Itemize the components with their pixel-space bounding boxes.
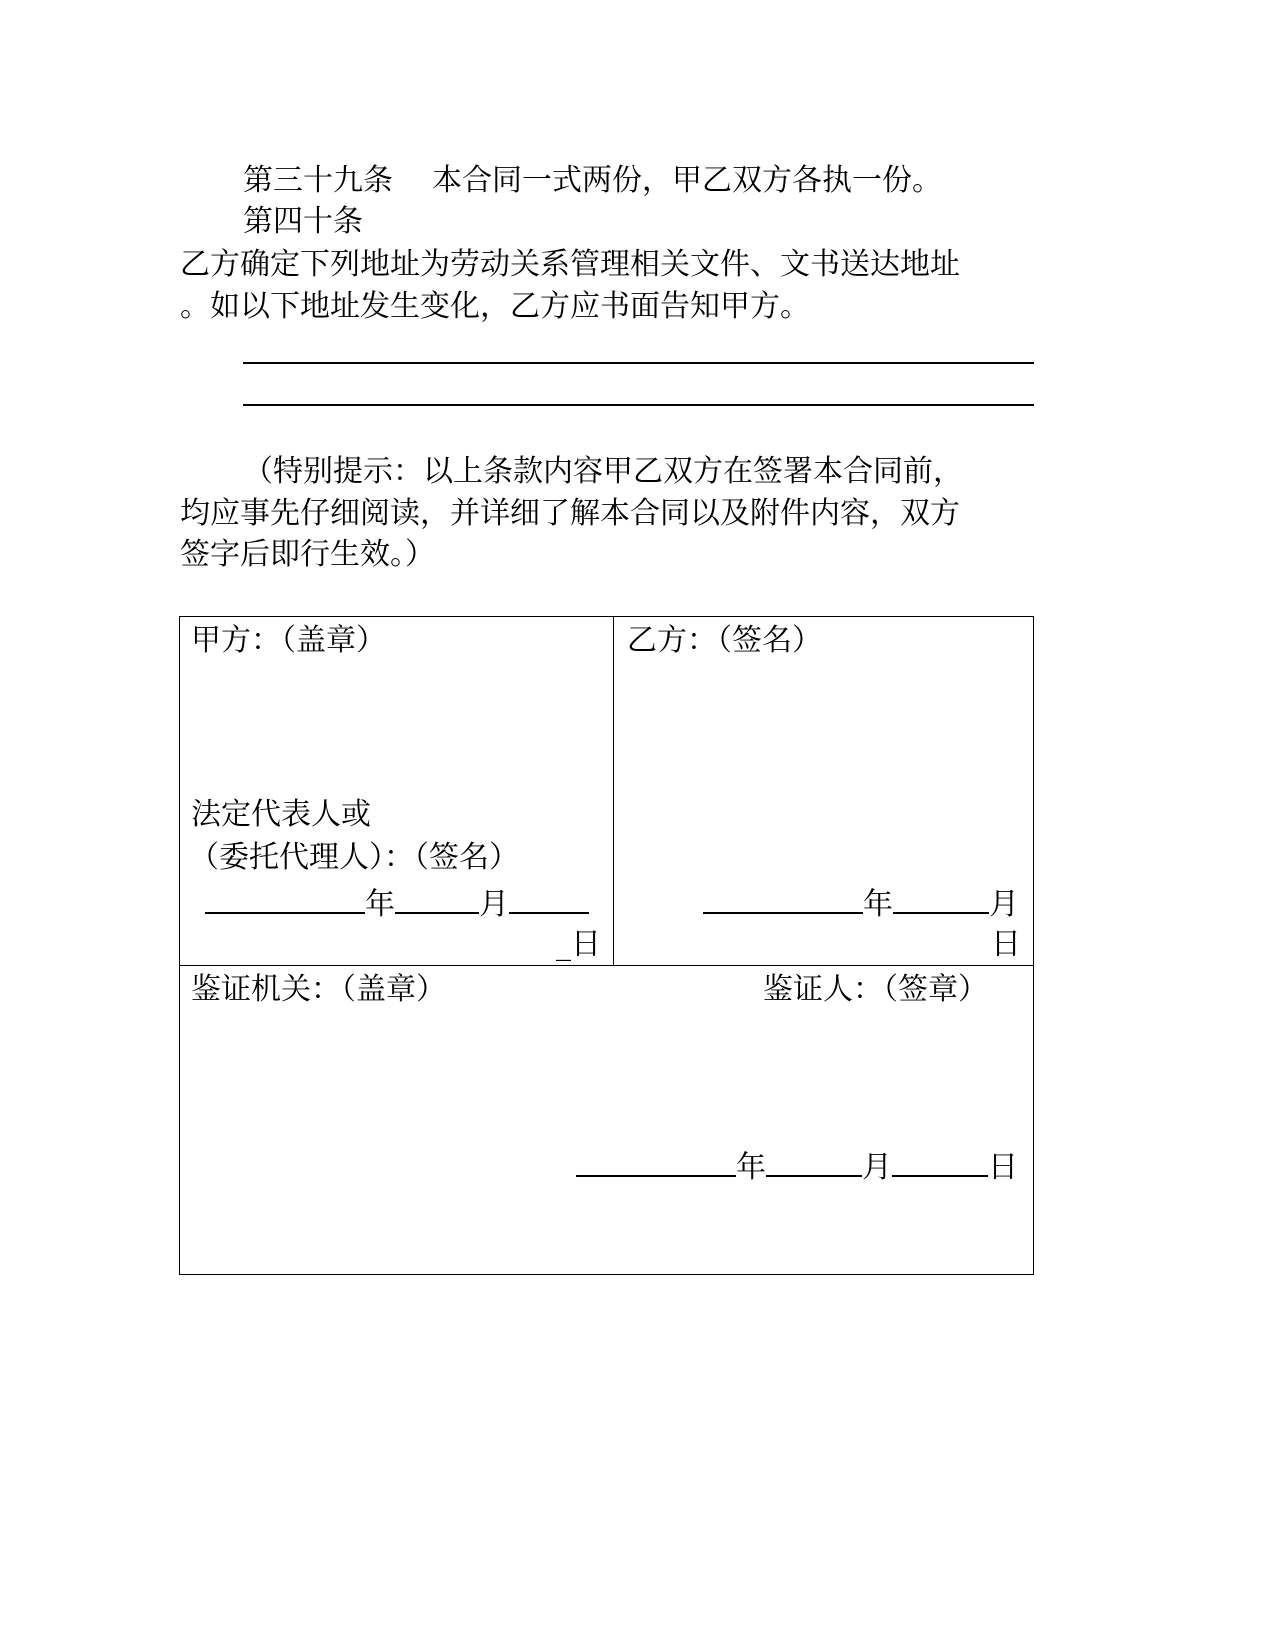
- attest-day-label: 日: [988, 1150, 1018, 1185]
- party-a-date-row: [205, 886, 589, 920]
- party-a-day-blank[interactable]: [509, 886, 589, 914]
- attest-year-blank[interactable]: [576, 1149, 736, 1177]
- party-b-date-row: [703, 886, 1019, 920]
- article-40-line2: 。如以下地址发生变化，乙方应书面告知甲方。: [180, 289, 810, 324]
- party-a-year-blank[interactable]: [205, 886, 365, 914]
- party-b-year-blank[interactable]: [703, 886, 863, 914]
- notice-line3: 签字后即行生效。）: [180, 537, 435, 572]
- article-40-line1: 乙方确定下列地址为劳动关系管理相关文件、文书送达地址: [180, 247, 960, 282]
- party-b-month-label: 月: [989, 887, 1019, 922]
- party-b-day-label: 日: [991, 927, 1021, 962]
- table-divider-vertical: [613, 616, 614, 966]
- article-39-text: 本合同一式两份，甲乙双方各执一份。: [432, 163, 942, 198]
- party-a-label: 甲方：（盖章）: [191, 623, 386, 658]
- address-line-1[interactable]: [243, 362, 1034, 364]
- article-40-number: 第四十条: [243, 204, 363, 239]
- party-b-label: 乙方：（签名）: [627, 623, 822, 658]
- attest-date-row: [576, 1149, 1018, 1183]
- attest-org-label: 鉴证机关：（盖章）: [191, 972, 446, 1007]
- party-a-month-label: 月: [479, 887, 509, 922]
- legal-rep-label-line2: （委托代理人）：（签名）: [189, 840, 519, 875]
- party-a-month-blank[interactable]: [395, 886, 479, 914]
- attest-month-blank[interactable]: [766, 1149, 862, 1177]
- article-39-number: 第三十九条: [243, 163, 393, 198]
- party-b-year-label: 年: [863, 887, 893, 922]
- party-a-year-label: 年: [365, 887, 395, 922]
- party-b-month-blank[interactable]: [893, 886, 989, 914]
- attest-person-label: 鉴证人：（签章）: [763, 972, 988, 1007]
- table-divider-horizontal: [179, 965, 1034, 966]
- address-line-2[interactable]: [243, 404, 1034, 406]
- legal-rep-label-line1: 法定代表人或: [191, 797, 371, 832]
- notice-line1: （特别提示：以上条款内容甲乙双方在签署本合同前，: [243, 454, 963, 489]
- party-a-day-label: _日: [556, 927, 601, 962]
- attest-month-label: 月: [862, 1150, 892, 1185]
- attest-day-blank[interactable]: [892, 1149, 988, 1177]
- attest-year-label: 年: [736, 1150, 766, 1185]
- notice-line2: 均应事先仔细阅读，并详细了解本合同以及附件内容，双方: [180, 496, 960, 531]
